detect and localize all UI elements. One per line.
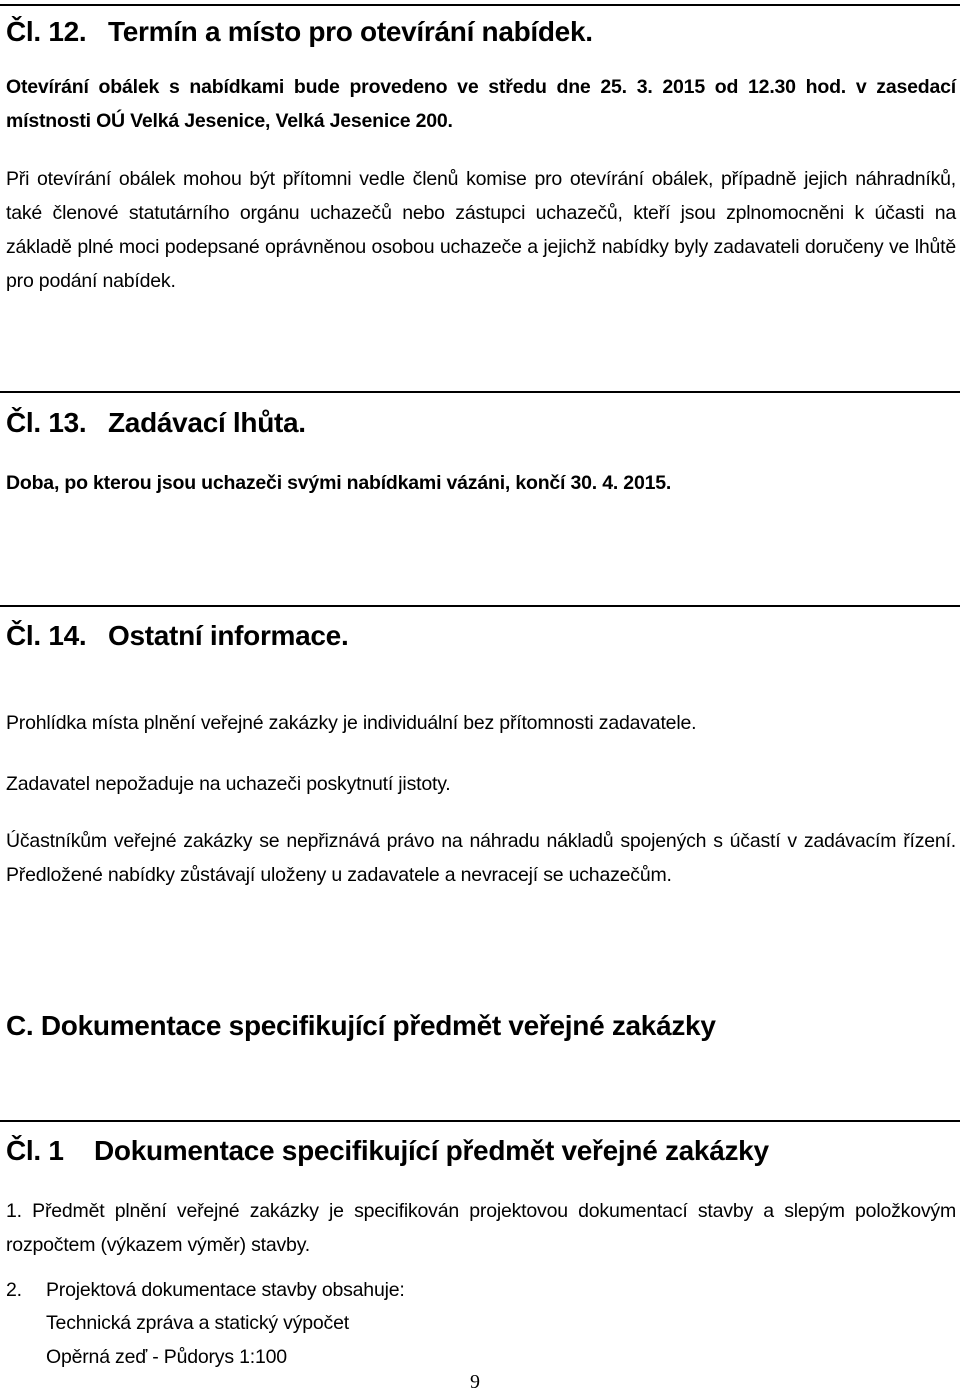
section-14-heading (6, 616, 348, 656)
section-14-paragraph-3: Účastníkům veřejné zakázky se nepřiznává právo na náhradu nákladů spojených s účastí v zadávacím řízení. Předložené nabídky zůstávají uloženy u zadavatele a nevracejí se uchazečům. (6, 830, 956, 886)
section-rule (0, 4, 960, 6)
section-12-paragraph-2: Při otevírání obálek mohou být přítomni vedle členů komise pro otevírání obálek, případně jejich náhradníků, také členové statutárního orgánu uchazečů nebo zástupci uchazečů, kteří jsou zplnomocněni k účasti na základě plné moci podepsané oprávněnou osobou uchazeče a jejichž nabídky byly zadavateli doručeny ve lhůtě pro podání nabídek. (6, 168, 956, 292)
article-1-item-2-label: 2. (6, 1279, 22, 1301)
section-13-number: Čl. 13. (6, 407, 87, 438)
section-12-paragraph-1: Otevírání obálek s nabídkami bude provedeno ve středu dne 25. 3. 2015 od 12.30 hod. v zasedací místnosti OÚ Velká Jesenice, Velká Jesenice 200. (6, 76, 956, 132)
section-14-title: Ostatní informace. (108, 620, 349, 651)
section-14-number: Čl. 14. (6, 620, 87, 651)
page-number: 9 (470, 1371, 480, 1393)
article-1-title: Dokumentace specifikující předmět veřejné zakázky (94, 1135, 769, 1166)
article-1-number: Čl. 1 (6, 1135, 64, 1166)
section-rule (0, 391, 960, 393)
section-12-heading (6, 12, 593, 52)
part-c-heading: C. Dokumentace specifikující předmět veřejné zakázky (6, 1010, 716, 1041)
section-13-heading (6, 403, 306, 443)
article-1-item-2-sub-1: Technická zpráva a statický výpočet (46, 1312, 349, 1334)
article-1-item-2-text: Projektová dokumentace stavby obsahuje: (46, 1279, 405, 1301)
section-14-paragraph-1: Prohlídka místa plnění veřejné zakázky je individuální bez přítomnosti zadavatele. (6, 712, 697, 734)
section-rule (0, 1120, 960, 1122)
section-12-number: Čl. 12. (6, 16, 87, 47)
section-rule (0, 605, 960, 607)
section-13-paragraph-1: Doba, po kterou jsou uchazeči svými nabídkami vázáni, končí 30. 4. 2015. (6, 472, 672, 494)
article-1-item-2-sub-2: Opěrná zeď - Půdorys 1:100 (46, 1346, 287, 1368)
section-12-title: Termín a místo pro otevírání nabídek. (108, 16, 593, 47)
article-1-heading (6, 1131, 769, 1171)
section-13-title: Zadávací lhůta. (108, 407, 306, 438)
article-1-item-1: 1. Předmět plnění veřejné zakázky je specifikován projektovou dokumentací stavby a slepým položkovým rozpočtem (výkazem výměr) stavby. (6, 1200, 956, 1256)
section-14-paragraph-2: Zadavatel nepožaduje na uchazeči poskytnutí jistoty. (6, 773, 451, 795)
